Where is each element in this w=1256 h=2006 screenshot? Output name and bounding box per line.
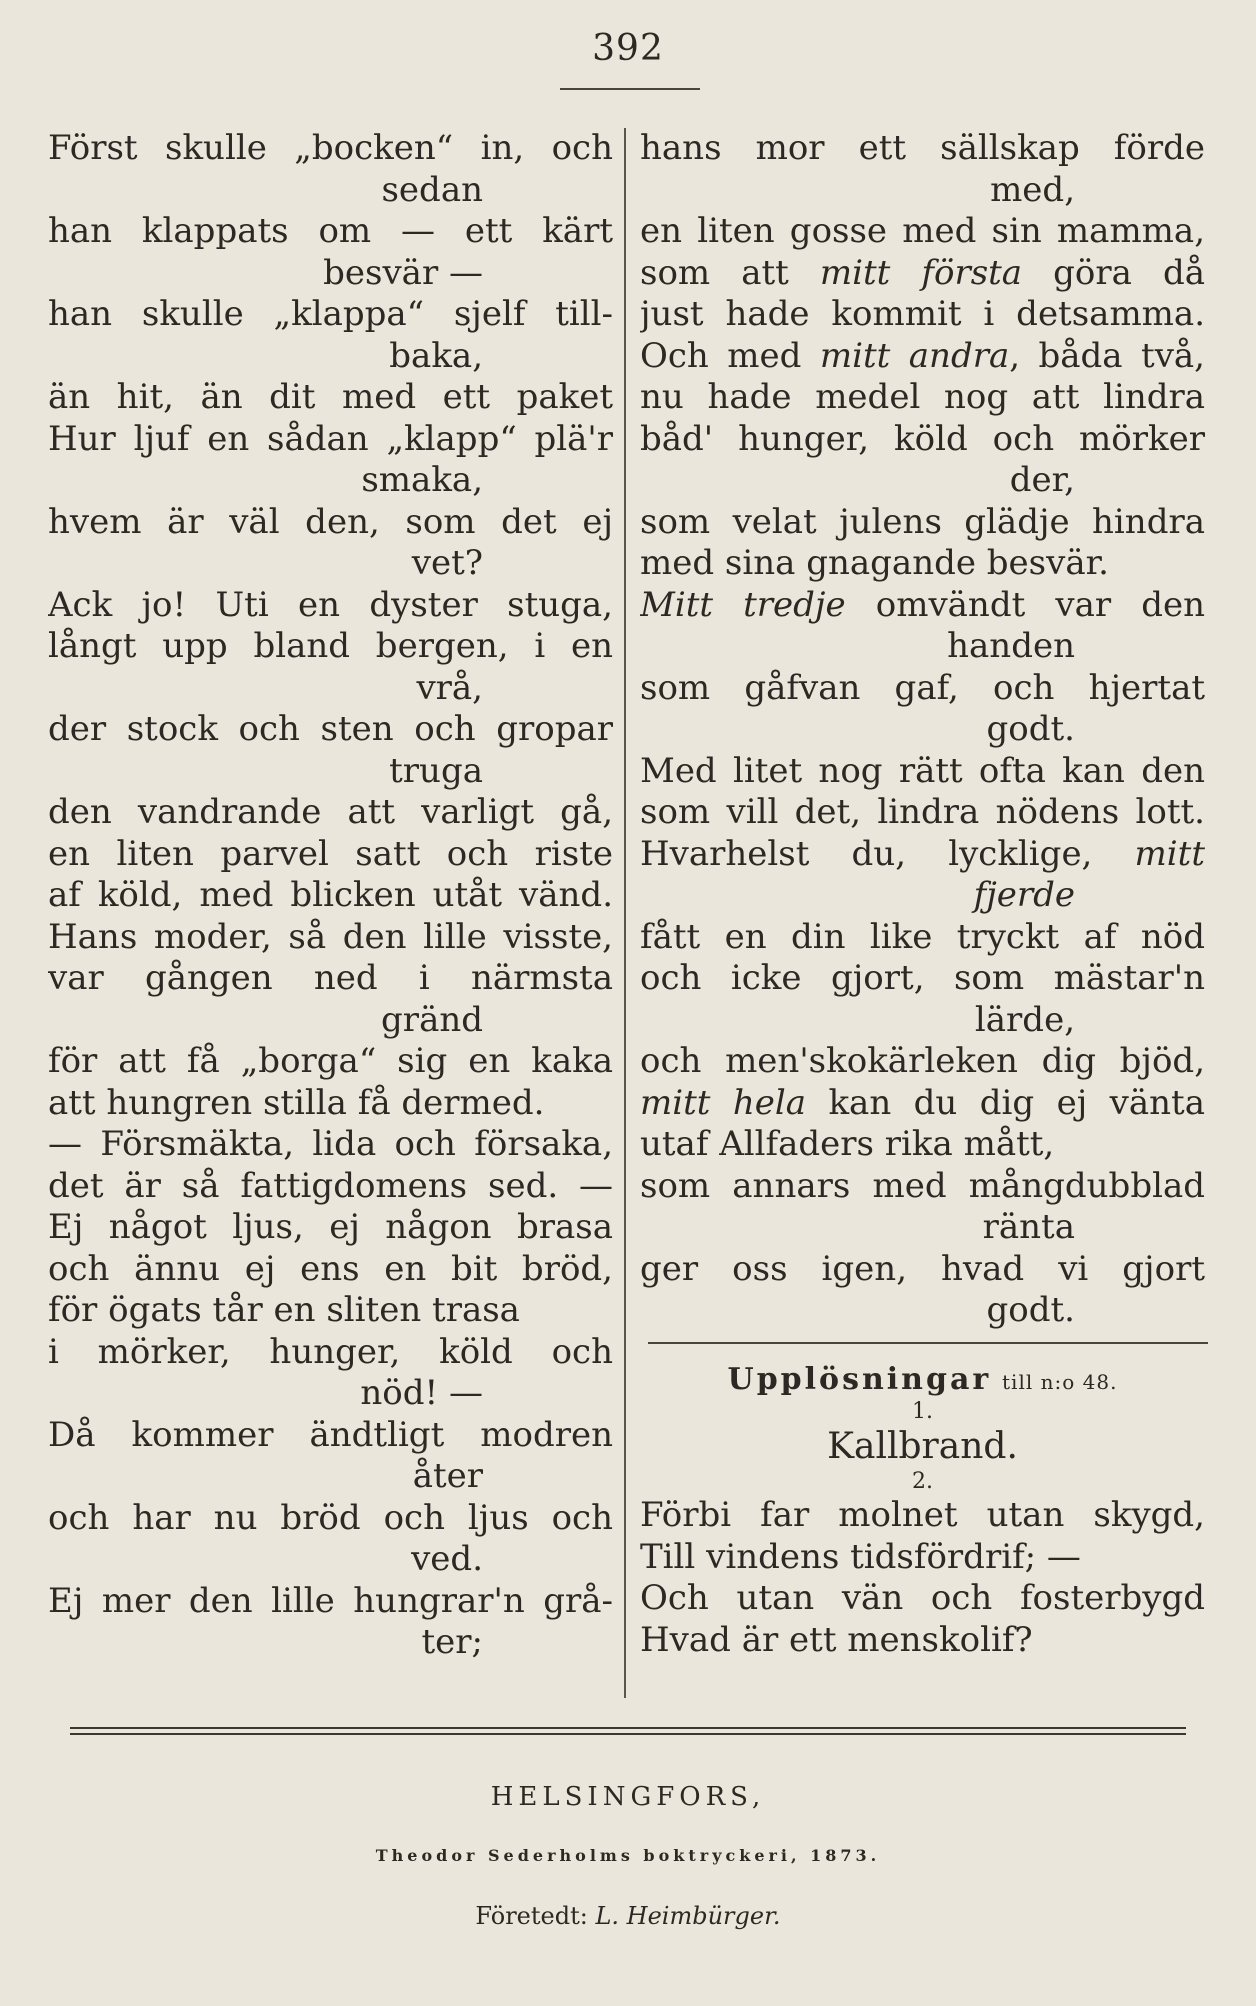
right_column-line: båd' hunger, köld och mörker: [640, 418, 1205, 459]
left_column-line: ved.: [411, 1539, 483, 1579]
left_column-line: gränd: [381, 999, 483, 1040]
footer-printer: Theodor Sederholms boktryckeri, 1873.: [375, 1846, 881, 1865]
right_column-line: med sina gnagande besvär.: [640, 543, 1109, 583]
left_column-line: sedan: [381, 169, 483, 210]
solution-2-line: Och utan vän och fosterbygd: [640, 1578, 1205, 1618]
left_column-line: för att få „borga“ sig en kaka: [48, 1041, 613, 1081]
left_column-line: var gången ned i närmsta: [48, 958, 613, 998]
right_column-line: hans mor ett sällskap förde: [640, 128, 1205, 168]
right_column-line: godt.: [986, 1290, 1075, 1330]
left_column-line: en liten parvel satt och riste: [48, 833, 613, 874]
left_column-line: Då kommer ändtligt modren: [48, 1414, 613, 1455]
solution-2-line: Förbi far molnet utan skygd,: [640, 1495, 1205, 1535]
right_column-line: som annars med mångdubblad: [640, 1165, 1205, 1206]
left_column-line: det är så fattigdomens sed. —: [48, 1165, 613, 1206]
left_column-line: Först skulle „bocken“ in, och: [48, 128, 613, 168]
right_column-line: ger oss igen, hvad vi gjort: [640, 1248, 1205, 1289]
left_column-line: af köld, med blicken utåt vänd.: [48, 875, 613, 915]
left_column-line: nöd! —: [360, 1373, 483, 1413]
left_column-line: truga: [389, 750, 483, 791]
solutions-title: Upplösningar: [727, 1361, 992, 1397]
left_column-line: den vandrande att varligt gå,: [48, 792, 613, 832]
right_column-line: der,: [1009, 460, 1075, 500]
right_column-line: med,: [990, 169, 1075, 210]
solutions-rule: [648, 1342, 1208, 1344]
left_column-line: vet?: [411, 543, 483, 583]
left_column-line: vrå,: [416, 667, 483, 708]
right_column-line: lärde,: [974, 999, 1075, 1040]
solution-2-line: Till vindens tidsfördrif; —: [640, 1536, 1081, 1577]
left_column-line: hvem är väl den, som det ej: [48, 501, 613, 542]
poem-left-column: [48, 128, 613, 1664]
left_column-line: smaka,: [361, 460, 483, 500]
left_column-line: och har nu bröd och ljus och: [48, 1497, 613, 1538]
left_column-line: i mörker, hunger, köld och: [48, 1331, 613, 1372]
right_column-line: godt.: [986, 709, 1075, 749]
right_column-line: handen: [947, 626, 1075, 666]
left_column-line: och ännu ej ens en bit bröd,: [48, 1248, 613, 1289]
right_column-line: mitt hela kan du dig ej vänta: [640, 1082, 1205, 1123]
solution-2-line: Hvad är ett menskolif?: [640, 1619, 1033, 1660]
right_column-line: fjerde: [973, 875, 1075, 915]
left_column-line: än hit, än dit med ett paket: [48, 377, 613, 417]
right_column-line: och icke gjort, som mästar'n: [640, 958, 1205, 998]
poem-right-column: [640, 128, 1205, 1661]
column-divider: [624, 128, 626, 1698]
left_column-line: långt upp bland bergen, i en: [48, 626, 613, 666]
left_column-line: ter;: [421, 1622, 483, 1662]
right_column-line: nu hade medel nog att lindra: [640, 377, 1205, 417]
left_column-line: Ej något ljus, ej någon brasa: [48, 1207, 613, 1247]
left_column-line: Ack jo! Uti en dyster stuga,: [48, 584, 613, 625]
left_column-line: åter: [412, 1456, 483, 1496]
solution-1-answer: Kallbrand.: [827, 1426, 1018, 1467]
footer-rule-bottom: [70, 1733, 1186, 1735]
solution-2-verse: [640, 1495, 1205, 1661]
left_column-line: — Försmäkta, lida och försaka,: [48, 1124, 613, 1164]
right_column-line: just hade kommit i detsamma.: [640, 294, 1205, 334]
right_column-line: som att mitt första göra då: [640, 252, 1205, 293]
footer-rule-top: [70, 1727, 1186, 1729]
right_column-line: Hvarhelst du, lycklige, mitt: [640, 833, 1205, 874]
right_column-line: som vill det, lindra nödens lott.: [640, 792, 1205, 832]
right_column-line: en liten gosse med sin mamma,: [640, 211, 1205, 251]
publisher-name: L. Heimbürger.: [595, 1902, 781, 1930]
left_column-line: Ej mer den lille hungrar'n grå-: [48, 1580, 613, 1621]
right_column-line: Mitt tredje omvändt var den: [640, 584, 1205, 625]
right_column-line: som velat julens glädje hindra: [640, 501, 1205, 542]
solution-2-number: 2.: [912, 1469, 933, 1494]
right_column-line: fått en din like tryckt af nöd: [640, 916, 1205, 957]
poem-right-lines: [640, 128, 1205, 1332]
right_column-line: ränta: [982, 1207, 1075, 1247]
solution-1-number: 1.: [912, 1399, 933, 1424]
left_column-line: Hur ljuf en sådan „klapp“ plä'r: [48, 418, 613, 459]
solutions-subtitle: till n:o 48.: [1002, 1369, 1118, 1394]
right_column-line: Och med mitt andra, båda två,: [640, 335, 1205, 376]
page-number-rule: [560, 88, 700, 90]
right_column-line: som gåfvan gaf, och hjertat: [640, 667, 1205, 708]
right_column-line: Med litet nog rätt ofta kan den: [640, 750, 1205, 791]
left_column-line: der stock och sten och gropar: [48, 709, 613, 749]
footer-publisher: [0, 1902, 1256, 1930]
left_column-line: för ögats tår en sliten trasa: [48, 1290, 520, 1330]
right_column-line: utaf Allfaders rika mått,: [640, 1124, 1055, 1164]
page-number: 392: [592, 28, 664, 69]
left_column-line: att hungren stilla få dermed.: [48, 1082, 545, 1123]
left_column-line: han klappats om — ett kärt: [48, 211, 613, 251]
publisher-label: Företedt:: [475, 1902, 588, 1930]
left_column-line: Hans moder, så den lille visste,: [48, 916, 613, 957]
left_column-line: baka,: [389, 335, 483, 376]
solutions-heading: [640, 1358, 1205, 1400]
left_column-line: besvär —: [323, 252, 483, 293]
right_column-line: och men'skokärleken dig bjöd,: [640, 1041, 1205, 1081]
left_column-line: han skulle „klappa“ sjelf till-: [48, 294, 613, 334]
footer-city: HELSINGFORS,: [490, 1782, 766, 1812]
